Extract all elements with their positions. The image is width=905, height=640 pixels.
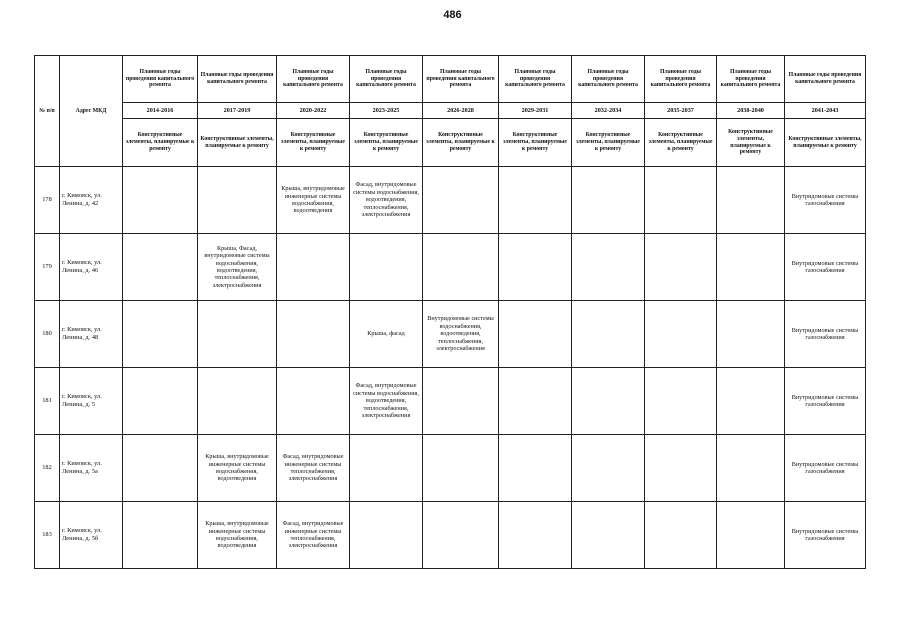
header-period: 2023-2025 (350, 103, 423, 119)
period-cell: Внутридомовые системы водоснабжения, водоотведения, теплоснабжения, электроснабжения (423, 301, 499, 368)
header-row-titles (35, 56, 866, 103)
header-period: 2038-2040 (717, 103, 785, 119)
period-cell (423, 435, 499, 502)
period-cell (499, 167, 572, 234)
header-elements: Конструктивные элементы, планируемые к ремонту (350, 119, 423, 167)
period-cell (123, 234, 198, 301)
period-cell (123, 502, 198, 569)
header-period-title: Плановые годы проведения капитального ремонта (277, 56, 350, 103)
period-cell (717, 502, 785, 569)
row-address: г. Кимовск, ул. Ленина, д. 5 (60, 368, 123, 435)
header-row-periods (35, 103, 866, 119)
header-elements: Конструктивные элементы, планируемые к ремонту (198, 119, 277, 167)
period-cell (423, 234, 499, 301)
period-cell (717, 234, 785, 301)
period-cell (499, 234, 572, 301)
period-cell (717, 435, 785, 502)
row-number: 182 (35, 435, 60, 502)
period-cell (717, 368, 785, 435)
period-cell: Внутридомовые системы газоснабжения (785, 502, 866, 569)
period-cell (277, 234, 350, 301)
period-cell: Внутридомовые системы газоснабжения (785, 234, 866, 301)
header-elements: Конструктивные элементы, планируемые к ремонту (423, 119, 499, 167)
period-cell (198, 368, 277, 435)
period-cell (123, 368, 198, 435)
table-row (35, 301, 866, 368)
header-period-title: Плановые годы проведения капитального ремонта (499, 56, 572, 103)
period-cell (645, 502, 717, 569)
period-cell (198, 301, 277, 368)
header-elements: Конструктивные элементы, планируемые к ремонту (123, 119, 198, 167)
period-cell (277, 368, 350, 435)
period-cell (198, 167, 277, 234)
header-elements: Конструктивные элементы, планируемые к ремонту (499, 119, 572, 167)
period-cell (572, 368, 645, 435)
period-cell (645, 435, 717, 502)
period-cell (499, 502, 572, 569)
header-row-elements (35, 119, 866, 167)
period-cell (277, 301, 350, 368)
header-period-title: Плановые годы проведения капитального ремонта (198, 56, 277, 103)
header-period-title: Плановые годы проведения капитального ремонта (572, 56, 645, 103)
period-cell (123, 435, 198, 502)
header-period: 2014-2016 (123, 103, 198, 119)
row-address: г. Кимовск, ул. Ленина, д. 5б (60, 502, 123, 569)
period-cell (423, 502, 499, 569)
repair-schedule-table (34, 55, 866, 569)
header-period-title: Плановые годы проведения капитального ремонта (423, 56, 499, 103)
header-elements: Конструктивные элементы, планируемые к ремонту (645, 119, 717, 167)
table-row (35, 234, 866, 301)
header-period: 2026-2028 (423, 103, 499, 119)
header-period: 2035-2037 (645, 103, 717, 119)
period-cell (645, 234, 717, 301)
header-period-title: Плановые годы проведения капитального ремонта (717, 56, 785, 103)
period-cell: Крыша, внутридомовые инженерные системы водоснабжения, водоотведения (198, 502, 277, 569)
period-cell (499, 435, 572, 502)
header-address: Адрес МКД (60, 56, 123, 167)
period-cell: Крыша, внутридомовые инженерные системы водоснабжения, водоотведения (198, 435, 277, 502)
header-period-title: Плановые годы проведения капитального ремонта (645, 56, 717, 103)
header-period-title: Плановые годы проведения капитального ремонта (785, 56, 866, 103)
row-number: 183 (35, 502, 60, 569)
header-elements: Конструктивные элементы, планируемые к ремонту (572, 119, 645, 167)
period-cell (499, 368, 572, 435)
period-cell (350, 502, 423, 569)
period-cell: Внутридомовые системы газоснабжения (785, 368, 866, 435)
table-row (35, 167, 866, 234)
period-cell: Крыша, Фасад, внутридомовые системы водоснабжения, водоотведения, теплоснабжения, электроснабжения (198, 234, 277, 301)
period-cell (645, 167, 717, 234)
header-period: 2041-2043 (785, 103, 866, 119)
row-address: г. Кимовск, ул. Ленина, д. 48 (60, 301, 123, 368)
period-cell (423, 167, 499, 234)
header-period-title: Плановые годы проведения капитального ремонта (123, 56, 198, 103)
header-num: № п/п (35, 56, 60, 167)
header-period: 2032-2034 (572, 103, 645, 119)
period-cell (123, 301, 198, 368)
row-address: г. Кимовск, ул. Ленина, д. 42 (60, 167, 123, 234)
table-row (35, 502, 866, 569)
period-cell (717, 167, 785, 234)
row-address: г. Кимовск, ул. Ленина, д. 5а (60, 435, 123, 502)
row-number: 178 (35, 167, 60, 234)
period-cell (572, 301, 645, 368)
header-period: 2017-2019 (198, 103, 277, 119)
period-cell: Фасад, внутридомовые системы водоснабжения, водоотведения, теплоснабжения, электроснабжения (350, 167, 423, 234)
period-cell (717, 301, 785, 368)
period-cell (572, 167, 645, 234)
table-row (35, 435, 866, 502)
header-elements: Конструктивные элементы, планируемые к ремонту (277, 119, 350, 167)
period-cell (572, 502, 645, 569)
header-period-title: Плановые годы проведения капитального ремонта (350, 56, 423, 103)
page-number: 486 (443, 9, 462, 21)
period-cell: Внутридомовые системы газоснабжения (785, 301, 866, 368)
period-cell (572, 234, 645, 301)
header-elements: Конструктивные элементы, планируемые к ремонту (785, 119, 866, 167)
period-cell (423, 368, 499, 435)
row-number: 181 (35, 368, 60, 435)
period-cell: Фасад, внутридомовые системы водоснабжения, водоотведения, теплоснабжения, электроснабжения (350, 368, 423, 435)
period-cell (572, 435, 645, 502)
header-elements: Конструктивные элементы, планируемые к ремонту (717, 119, 785, 167)
period-cell: Крыша, внутридомовые инженерные системы водоснабжения, водоотведения (277, 167, 350, 234)
header-period: 2020-2022 (277, 103, 350, 119)
period-cell (645, 301, 717, 368)
period-cell (123, 167, 198, 234)
period-cell: Фасад, внутридомовые инженерные системы теплоснабжения, электроснабжения (277, 435, 350, 502)
row-address: г. Кимовск, ул. Ленина, д. 46 (60, 234, 123, 301)
header-period: 2029-2031 (499, 103, 572, 119)
table-row (35, 368, 866, 435)
period-cell (645, 368, 717, 435)
row-number: 180 (35, 301, 60, 368)
table-body (35, 167, 866, 569)
period-cell (499, 301, 572, 368)
period-cell: Внутридомовые системы газоснабжения (785, 167, 866, 234)
period-cell: Крыша, фасад (350, 301, 423, 368)
period-cell: Фасад, внутридомовые инженерные системы теплоснабжения, электроснабжения (277, 502, 350, 569)
row-number: 179 (35, 234, 60, 301)
period-cell: Внутридомовые системы газоснабжения (785, 435, 866, 502)
period-cell (350, 435, 423, 502)
period-cell (350, 234, 423, 301)
